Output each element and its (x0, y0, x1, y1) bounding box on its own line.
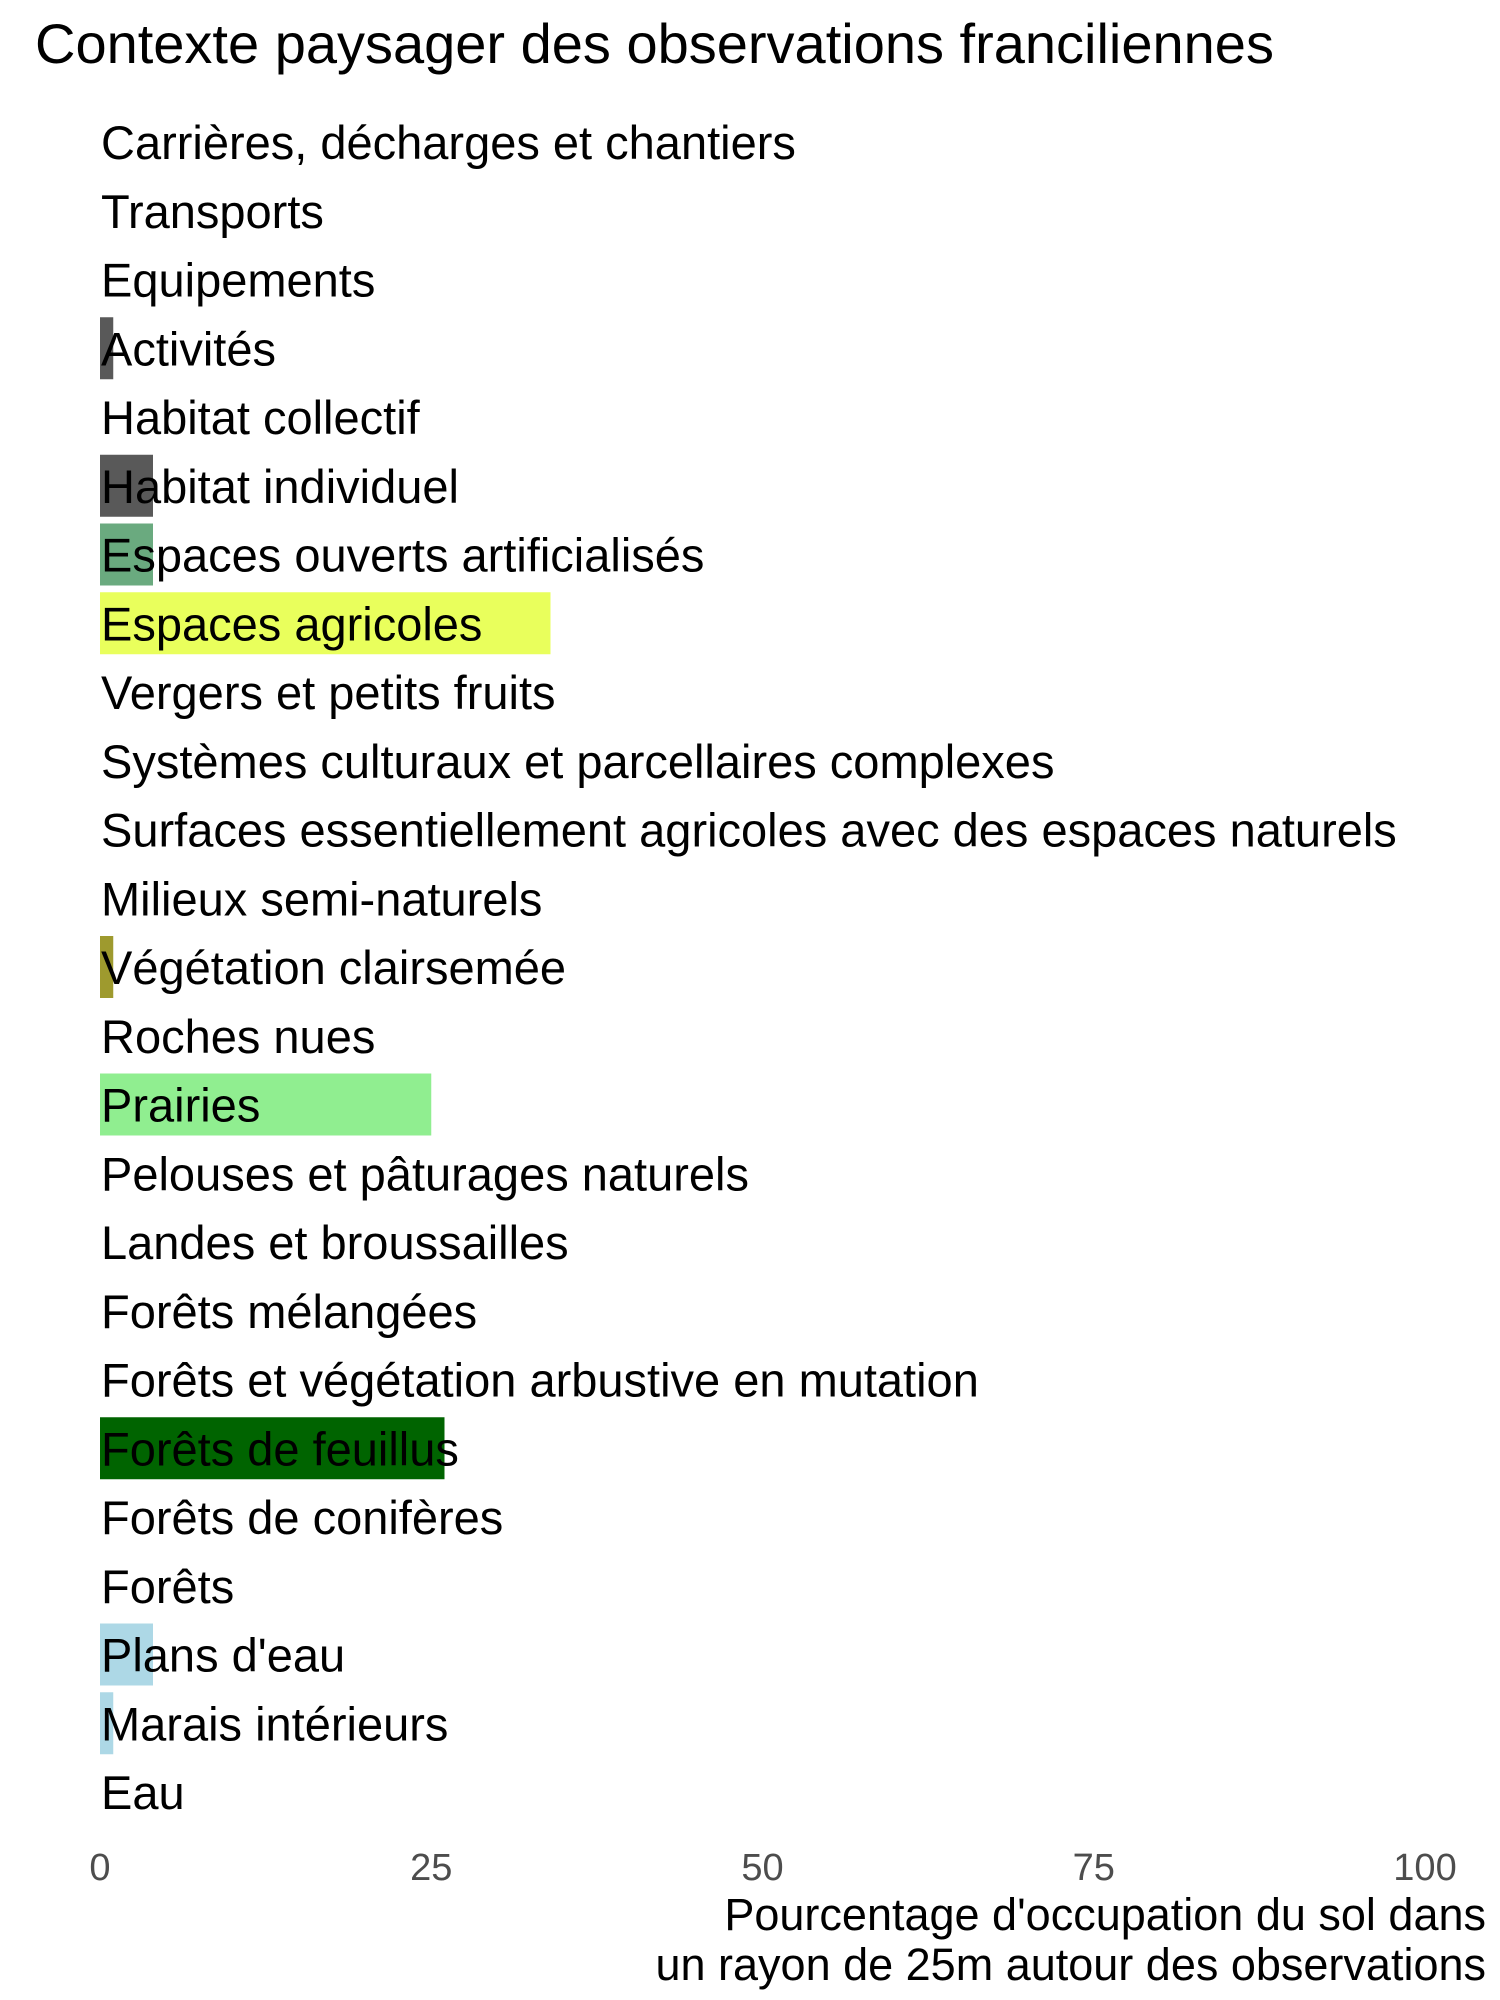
category-labels (101, 116, 1397, 1819)
category-label: Equipements (101, 253, 376, 307)
category-label: Systèmes culturaux et parcellaires complexes (101, 734, 1055, 788)
x-tick-label: 75 (1072, 1847, 1115, 1889)
category-label: Forêts mélangées (101, 1284, 478, 1338)
category-label: Forêts de conifères (101, 1491, 504, 1544)
category-label: Plans d'eau (101, 1628, 346, 1682)
category-label: Carrières, décharges et chantiers (101, 116, 796, 169)
category-label: Habitat individuel (101, 459, 459, 513)
category-label: Marais intérieurs (101, 1697, 449, 1751)
x-axis-title-line-2: un rayon de 25m autour des observations (655, 1939, 1486, 1990)
category-label: Surfaces essentiellement agricoles avec des espaces naturels (101, 803, 1397, 857)
category-label: Végétation clairsemée (101, 941, 567, 994)
x-tick-label: 0 (89, 1847, 111, 1889)
category-label: Roches nues (101, 1009, 376, 1063)
x-tick-label: 50 (741, 1847, 784, 1889)
x-tick-label: 100 (1393, 1847, 1457, 1889)
category-label: Activités (101, 322, 276, 376)
category-label: Prairies (101, 1078, 261, 1132)
category-label: Eau (101, 1766, 185, 1819)
category-label: Habitat collectif (101, 391, 420, 444)
category-label: Espaces ouverts artificialisés (101, 528, 705, 582)
category-label: Landes et broussailles (101, 1216, 569, 1269)
chart-title: Contexte paysager des observations franciliennes (35, 12, 1274, 75)
category-label: Milieux semi-naturels (101, 872, 543, 926)
x-tick-label: 25 (410, 1847, 453, 1889)
category-label: Vergers et petits fruits (101, 666, 556, 719)
category-label: Forêts et végétation arbustive en mutation (101, 1353, 979, 1407)
category-label: Forêts (101, 1559, 235, 1613)
category-label: Transports (101, 184, 324, 238)
x-axis-ticks (89, 1847, 1456, 1889)
category-label: Espaces agricoles (101, 597, 483, 651)
category-label: Forêts de feuillus (101, 1422, 459, 1476)
x-axis-title-line-1: Pourcentage d'occupation du sol dans (724, 1889, 1486, 1940)
category-label: Pelouses et pâturages naturels (101, 1147, 749, 1201)
